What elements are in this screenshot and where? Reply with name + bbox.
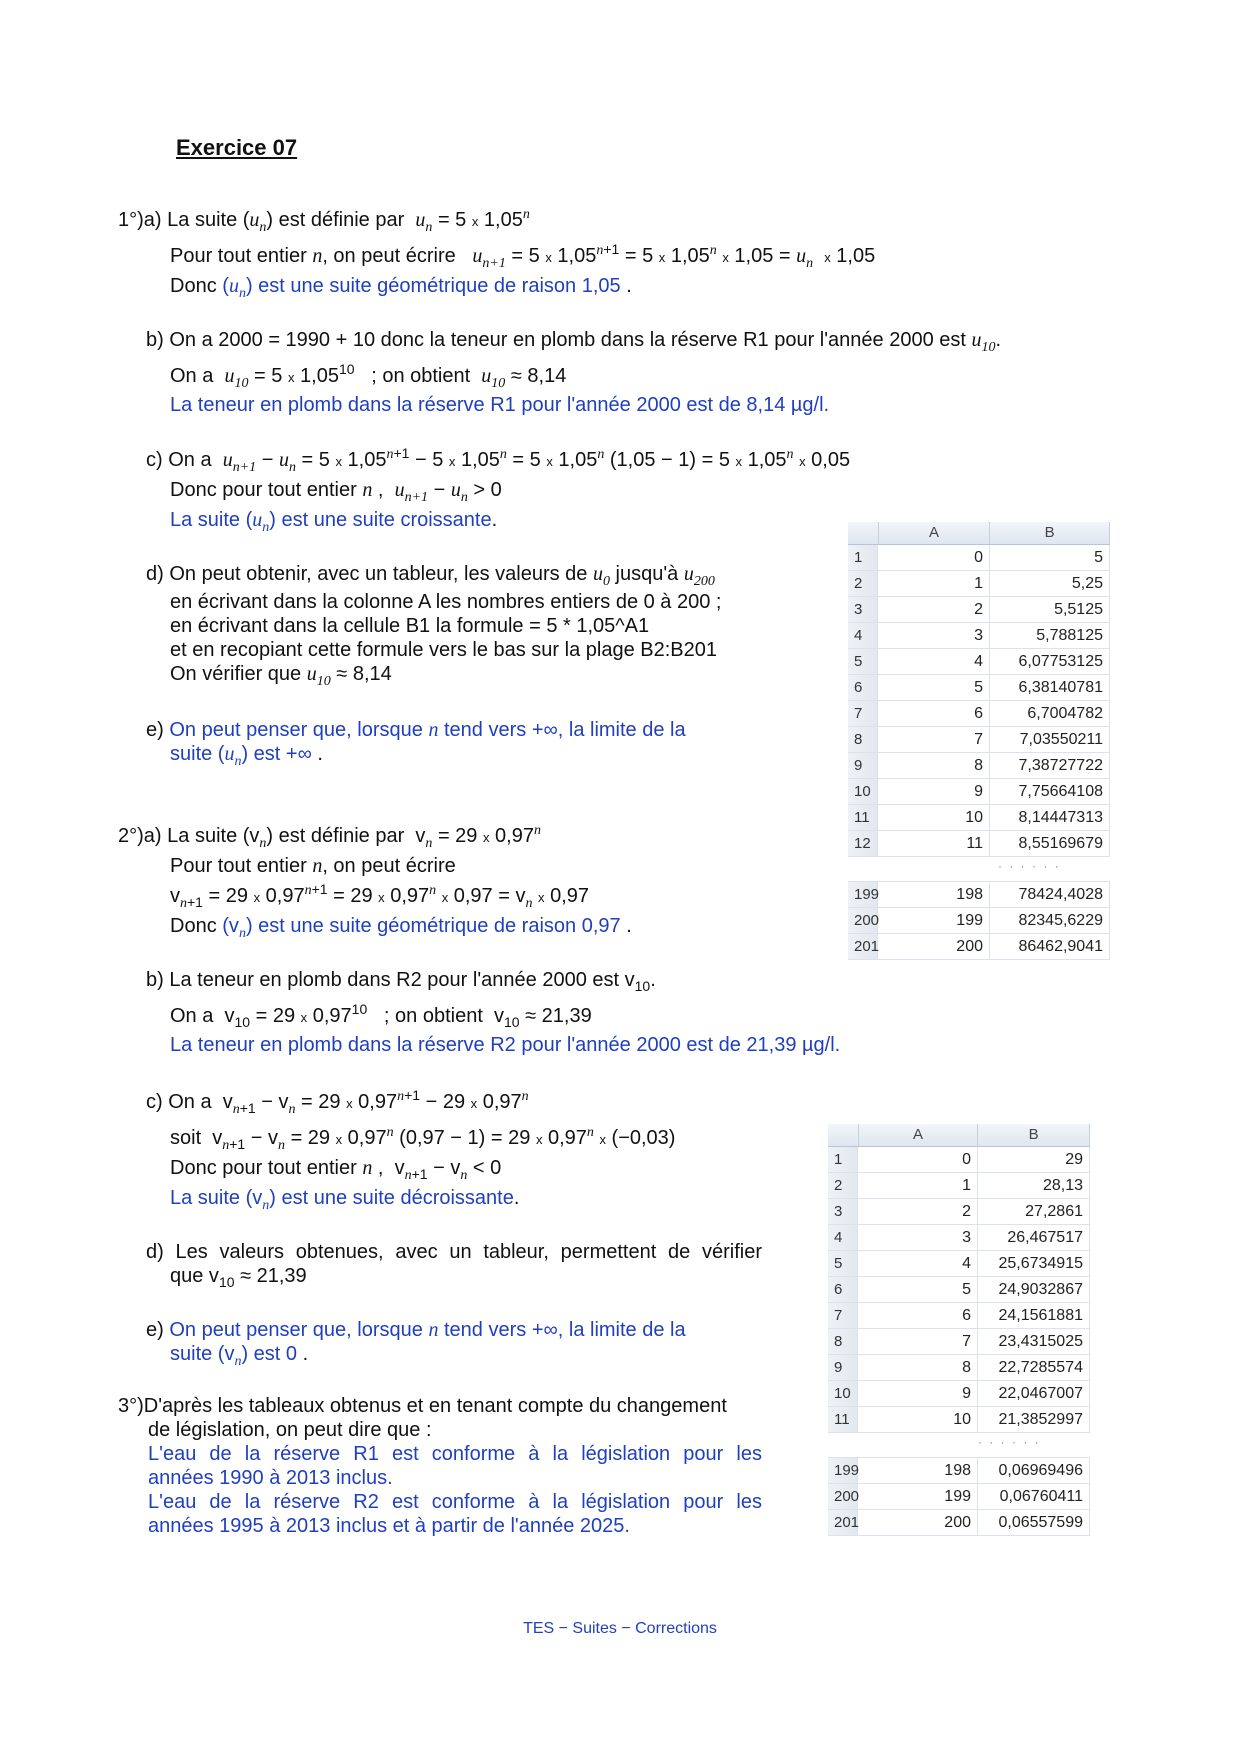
table-row [848,908,1110,934]
page-footer: TES − Suites − Corrections [523,1620,717,1637]
cell-b: 6,7004782 [990,701,1110,726]
part-3-line-6: années 1995 à 2013 inclus et à partir de l'année 2025. [148,1515,630,1537]
part-2-line-c1: c) On a $v_{n+1} - v_n = 29$ x $0,97^{n+1} - 29$ x 0,97$^n$ [146,1087,529,1117]
part-1-line-b3: La teneur en plomb dans la réserve R1 pour l'année 2000 est de 8,14 µg/l. [170,394,830,416]
table-row [848,571,1110,597]
cell-b: 6,07753125 [990,649,1110,674]
row-number: 3 [828,1199,858,1224]
cell-b: 5 [990,545,1110,570]
part-2-line-a4: Donc $(v_n)$ est une suite géométrique de raison 0,97 . [170,915,632,941]
part-3-line-3: L'eau de la réserve R1 est conforme à la législation pour les [148,1443,762,1465]
part-1-line-d3: en écrivant dans la cellule B1 la formule = 5 * 1,05^A1 [170,615,650,637]
table-row [828,1510,1090,1536]
cell-b: 0,06557599 [978,1510,1090,1535]
cell-b: 0,06760411 [978,1484,1090,1509]
part-2-line-b3: La teneur en plomb dans la réserve R2 pour l'année 2000 est de 21,39 µg/l. [170,1034,841,1056]
table-row [828,1199,1090,1225]
cell-a: 1 [878,571,990,596]
table-row [848,649,1110,675]
part-1-line-e1: e) On peut penser que, lorsque n tend vers +∞, la limite de la [146,719,686,741]
cell-b: 8,14447313 [990,805,1110,830]
row-number: 1 [848,545,878,570]
cell-a: 10 [858,1407,978,1432]
cell-a: 198 [858,1458,978,1483]
row-number: 6 [848,675,878,700]
row-number: 199 [848,882,878,907]
part-1-line-d4: et en recopiant cette formule vers le bas sur la plage B2:B201 [170,639,717,661]
cell-a: 2 [858,1199,978,1224]
cell-b: 27,2861 [978,1199,1090,1224]
table-row [828,1225,1090,1251]
row-number: 7 [848,701,878,726]
row-number: 201 [828,1510,858,1535]
row-number: 4 [848,623,878,648]
cell-b: 82345,6229 [990,908,1110,933]
cell-b: 24,9032867 [978,1277,1090,1302]
cell-b: 5,788125 [990,623,1110,648]
page-title: Exercice 07 [176,135,298,160]
cell-a: 5 [858,1277,978,1302]
part-2-line-c4: La suite $(v_n)$ est une suite décroissante. [170,1187,520,1213]
table-row [848,701,1110,727]
table-row [828,1355,1090,1381]
row-number: 11 [828,1407,858,1432]
cell-a: 11 [878,831,990,856]
cell-a: 0 [878,545,990,570]
part-1-line-c1: c) On a $u_{n+1} - u_n = 5$ x $1,05^{n+1} - 5$ x $1,05^n = 5$ x 1,05$^n$ (1,05 − 1) = 5 x 1,05$^n$ x 0,05 [146,445,851,475]
cell-b: 5,25 [990,571,1110,596]
cell-b: 86462,9041 [990,934,1110,959]
part-1-line-d2: en écrivant dans la colonne A les nombres entiers de 0 à 200 ; [170,591,722,613]
cell-a: 10 [878,805,990,830]
part-2-line-d2: que $v_{10} \approx 21,39$ [170,1265,307,1290]
table-row [848,831,1110,857]
cell-b: 6,38140781 [990,675,1110,700]
table-row [828,1147,1090,1173]
row-number: 6 [828,1277,858,1302]
table-row [848,805,1110,831]
part-3-line-2: de législation, on peut dire que : [148,1419,432,1441]
row-number: 200 [848,908,878,933]
cell-a: 3 [858,1225,978,1250]
row-number: 10 [848,779,878,804]
part-1-line-d5: On vérifier que $u_{10} \approx 8,14$ [170,663,392,689]
cell-a: 0 [858,1147,978,1172]
table-row [828,1277,1090,1303]
table-row [828,1484,1090,1510]
column-a-header: A [859,1124,979,1146]
cell-a: 199 [858,1484,978,1509]
table-row [828,1381,1090,1407]
part-1-line-a1: 1°)a) La suite $(u_n)$ est définie par $u_n = 5$ x 1,05$^n$ [118,207,530,235]
table-row [828,1407,1090,1433]
cell-b: 21,3852997 [978,1407,1090,1432]
cell-a: 200 [858,1510,978,1535]
row-number: 8 [828,1329,858,1354]
cell-a: 198 [878,882,990,907]
cell-a: 200 [878,934,990,959]
cell-a: 7 [858,1329,978,1354]
table-row [848,882,1110,908]
part-2-line-e1: e) On peut penser que, lorsque n tend vers +∞, la limite de la [146,1319,686,1341]
part-1-line-e2: suite $(u_n)$ est +∞ . [170,743,323,769]
row-number: 7 [828,1303,858,1328]
row-gap: · · · · · · [828,1433,1090,1458]
part-2-line-b2: On a $v_{10} = 29$ x 0,97$^{10}$ ; on obtient $v_{10} \approx 21,39$ [170,1001,592,1030]
table-row [828,1329,1090,1355]
table-row [848,675,1110,701]
row-number: 5 [848,649,878,674]
cell-a: 6 [858,1303,978,1328]
part-2-line-c3: Donc pour tout entier n , $v_{n+1} - v_n < 0$ [170,1157,502,1183]
part-1-line-a2: Pour tout entier n, on peut écrire $u_{n+1} = 5$ x $1,05^{n+1} = 5$ x 1,05$^n$ x $1,05 = u_n$ x 1,05 [170,241,876,271]
table-row [848,779,1110,805]
cell-b: 5,5125 [990,597,1110,622]
cell-b: 24,1561881 [978,1303,1090,1328]
table-row [828,1173,1090,1199]
cell-b: 8,55169679 [990,831,1110,856]
row-number: 11 [848,805,878,830]
spreadsheet-r1 [848,522,1110,960]
cell-a: 2 [878,597,990,622]
cell-a: 3 [878,623,990,648]
part-2-line-a3: $v_{n+1} = 29$ x $0,97^{n+1} = 29$ x 0,97$^n$ x $0,97 = v_n$ x 0,97 [170,881,590,911]
cell-a: 6 [878,701,990,726]
cell-a: 4 [858,1251,978,1276]
table-row [828,1251,1090,1277]
cell-b: 26,467517 [978,1225,1090,1250]
cell-b: 7,03550211 [990,727,1110,752]
part-2-line-c2: soit $v_{n+1} - v_n = 29$ x 0,97$^n$ (0,97 − 1) = 29 x 0,97$^n$ x (−0,03) [170,1125,676,1153]
row-number: 1 [828,1147,858,1172]
part-1-line-a3: Donc $(u_n)$ est une suite géométrique de raison 1,05 . [170,275,632,301]
row-number: 10 [828,1381,858,1406]
cell-a: 8 [878,753,990,778]
part-3-line-5: L'eau de la réserve R2 est conforme à la législation pour les [148,1491,762,1513]
cell-b: 22,7285574 [978,1355,1090,1380]
sheet-header [848,522,1110,545]
row-number: 8 [848,727,878,752]
cell-a: 9 [858,1381,978,1406]
cell-b: 22,0467007 [978,1381,1090,1406]
cell-b: 7,75664108 [990,779,1110,804]
part-2-line-e2: suite $(v_n)$ est 0 . [170,1343,309,1369]
cell-b: 0,06969496 [978,1458,1090,1483]
table-row [848,727,1110,753]
row-number: 200 [828,1484,858,1509]
table-row [848,545,1110,571]
table-row [848,623,1110,649]
part-2-line-d1: d) Les valeurs obtenues, avec un tableur, permettent de vérifier [146,1241,763,1263]
column-b-header: B [978,1124,1090,1146]
part-1-line-c3: La suite $(u_n)$ est une suite croissante. [170,509,498,535]
table-row [848,597,1110,623]
part-2-line-b1: b) La teneur en plomb dans R2 pour l'année 2000 est $v_{10}$. [146,969,656,994]
part-1-line-d1: d) On peut obtenir, avec un tableur, les valeurs de $u_0$ jusqu'à $u_{200}$ [146,563,715,589]
row-number: 5 [828,1251,858,1276]
row-number: 12 [848,831,878,856]
column-b-header: B [990,522,1110,544]
row-number: 2 [828,1173,858,1198]
part-3-line-1: 3°)D'après les tableaux obtenus et en tenant compte du changement [118,1395,727,1417]
part-1-line-b2: On a $u_{10} = 5$ x 1,05$^{10}$ ; on obtient $u_{10} \approx 8,14$ [170,361,567,391]
spreadsheet-r2 [828,1124,1090,1536]
cell-b: 23,4315025 [978,1329,1090,1354]
table-row [848,753,1110,779]
cell-a: 5 [878,675,990,700]
sheet-header [828,1124,1090,1147]
cell-a: 4 [878,649,990,674]
row-number: 2 [848,571,878,596]
part-1-line-c2: Donc pour tout entier n , $u_{n+1} - u_n > 0$ [170,479,502,505]
cell-a: 7 [878,727,990,752]
row-number: 201 [848,934,878,959]
row-number: 9 [828,1355,858,1380]
cell-b: 78424,4028 [990,882,1110,907]
table-row [828,1458,1090,1484]
cell-b: 25,6734915 [978,1251,1090,1276]
cell-a: 9 [878,779,990,804]
table-row [828,1303,1090,1329]
row-number: 4 [828,1225,858,1250]
row-number: 3 [848,597,878,622]
cell-b: 7,38727722 [990,753,1110,778]
cell-a: 199 [878,908,990,933]
cell-a: 8 [858,1355,978,1380]
row-number: 199 [828,1458,858,1483]
part-1-line-b1: b) On a 2000 = 1990 + 10 donc la teneur en plomb dans la réserve R1 pour l'année 2000 est $u_{10}$. [146,329,1002,355]
cell-b: 29 [978,1147,1090,1172]
part-3-line-4: années 1990 à 2013 inclus. [148,1467,393,1489]
table-row [848,934,1110,960]
part-2-line-a1: 2°)a) La suite $(v_n)$ est définie par $v_n = 29$ x 0,97$^n$ [118,823,541,851]
row-number: 9 [848,753,878,778]
column-a-header: A [879,522,991,544]
row-gap: · · · · · · [848,857,1110,882]
cell-a: 1 [858,1173,978,1198]
part-2-line-a2: Pour tout entier n, on peut écrire [170,855,456,877]
cell-b: 28,13 [978,1173,1090,1198]
